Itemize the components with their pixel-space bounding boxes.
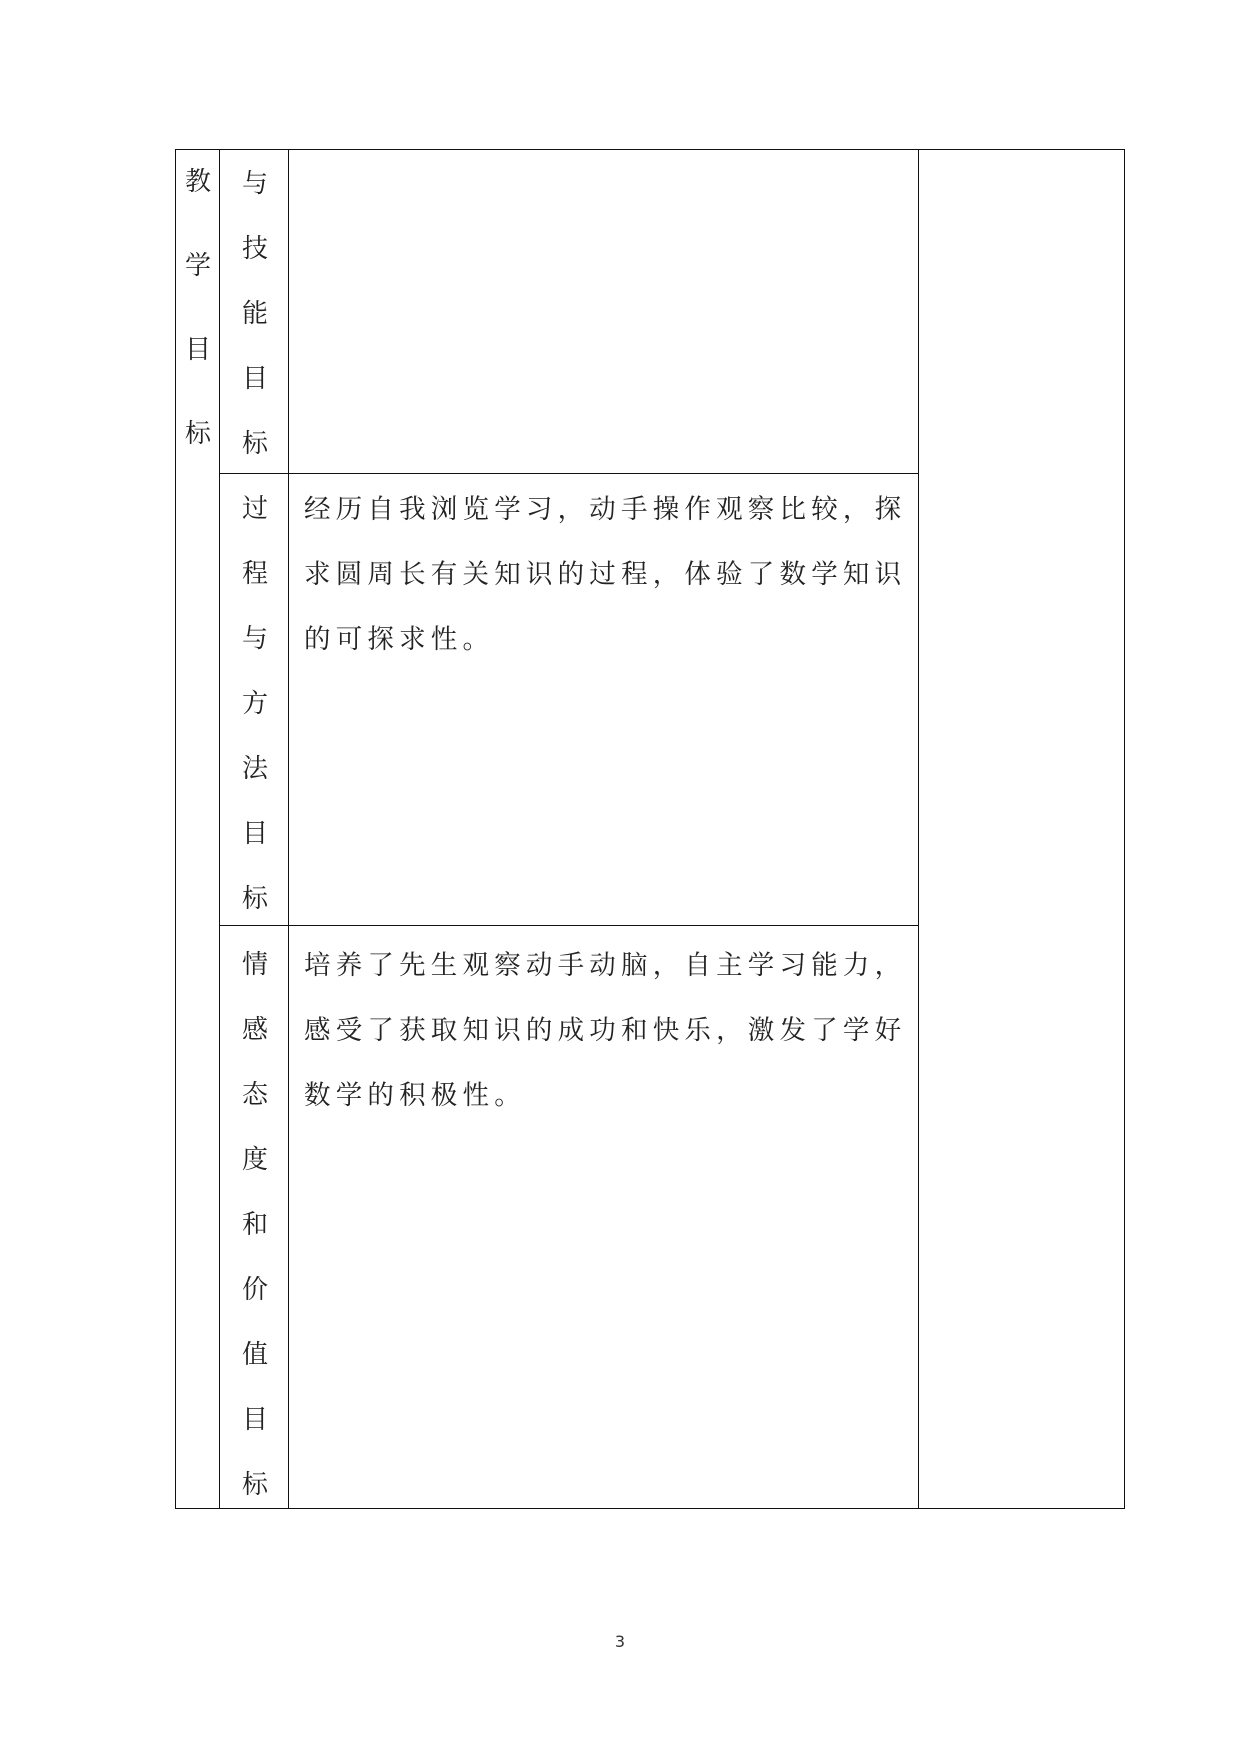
row-label-char: 价 (241, 1275, 268, 1305)
objectives-label-char: 学 (184, 251, 211, 281)
objectives-label-char: 标 (184, 419, 211, 449)
row-label-char: 值 (241, 1340, 268, 1370)
row-label-char: 感 (241, 1015, 268, 1045)
process-methods-label (221, 496, 289, 951)
knowledge-skills-label (221, 171, 289, 496)
row-label-char: 目 (241, 819, 268, 849)
row-label-char: 与 (241, 624, 268, 654)
row-label-char: 目 (241, 1405, 268, 1435)
process-methods-content: 经历自我浏览学习，动手操作观察比较，探求圆周长有关知识的过程，体验了数学知识的可探求性。 (304, 494, 907, 655)
row-label-char: 目 (241, 364, 268, 394)
row-label-char: 技 (241, 234, 268, 264)
row-divider-1 (219, 473, 919, 474)
row-label-char: 方 (241, 689, 268, 719)
page-number: 3 (614, 1632, 626, 1651)
emotion-values-label (221, 952, 289, 1537)
table-top-border (175, 149, 1125, 150)
table-bottom-border (175, 1508, 1125, 1509)
row-label-char: 能 (241, 299, 268, 329)
row-label-char: 态 (241, 1080, 268, 1110)
row-label-char: 标 (241, 429, 268, 459)
row-label-char: 标 (241, 1470, 268, 1500)
row-divider-2 (219, 925, 919, 926)
objectives-label-char: 教 (184, 167, 211, 197)
objectives-label-char: 目 (184, 335, 211, 365)
emotion-values-content: 培养了先生观察动手动脑，自主学习能力，感受了获取知识的成功和快乐，激发了学好数学的积极性。 (304, 950, 907, 1111)
row-label-char: 度 (241, 1145, 268, 1175)
objectives-label (176, 169, 220, 505)
col-divider-3 (918, 149, 919, 1509)
row-label-char: 程 (241, 559, 268, 589)
row-label-char: 与 (241, 169, 268, 199)
table-right-border (1124, 149, 1125, 1509)
row-label-char: 和 (241, 1210, 268, 1240)
row-label-char: 过 (241, 494, 268, 524)
row-label-char: 法 (241, 754, 268, 784)
row-label-char: 标 (241, 884, 268, 914)
row-label-char: 情 (241, 950, 268, 980)
